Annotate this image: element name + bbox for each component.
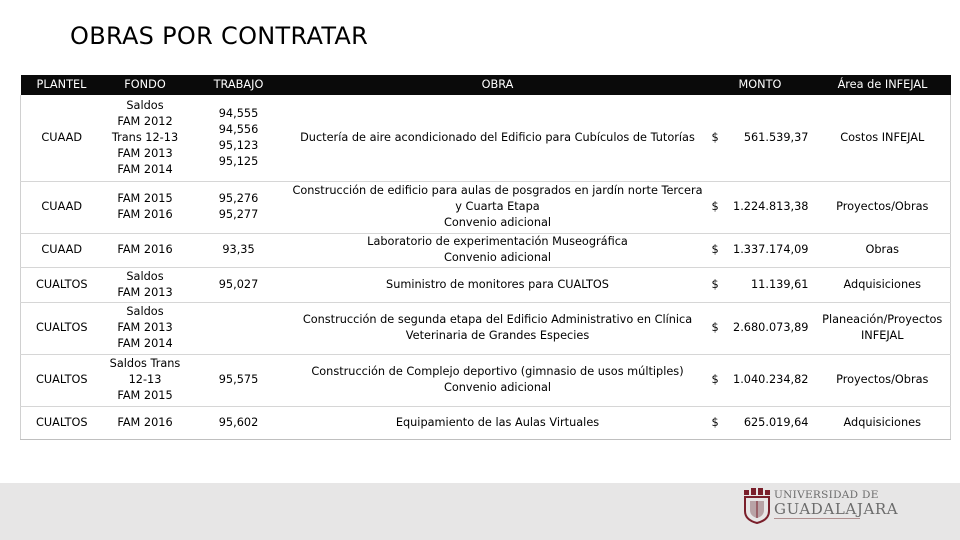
cell-trabajo: 95,575: [188, 354, 290, 406]
logo-divider: [774, 518, 860, 519]
currency-symbol: $: [711, 200, 719, 213]
cell-fondo: FAM 2016: [103, 406, 188, 439]
cell-trabajo: 95,602: [188, 406, 290, 439]
cell-trabajo: 95,276 95,277: [188, 181, 290, 233]
logo-text-line1: UNIVERSIDAD DE: [774, 489, 879, 501]
table-row: [21, 267, 951, 302]
cell-area: Adquisiciones: [815, 406, 951, 439]
amount-value: 2.680.073,89: [733, 321, 809, 334]
header-obra: OBRA: [290, 75, 706, 95]
cell-obra: Construcción de Complejo deportivo (gimnasio de usos múltiples) Convenio adicional: [290, 354, 706, 406]
cell-fondo: Saldos FAM 2012 Trans 12-13 FAM 2013 FAM 2014: [103, 95, 188, 181]
currency-symbol: $: [711, 243, 719, 256]
cell-obra: Equipamiento de las Aulas Virtuales: [290, 406, 706, 439]
currency-symbol: $: [711, 130, 719, 144]
cell-plantel: CUAAD: [21, 95, 103, 181]
cell-fondo: Saldos FAM 2013: [103, 267, 188, 302]
table-row: [21, 354, 951, 406]
cell-monto: [706, 233, 815, 267]
table-row: [21, 302, 951, 354]
logo-text-line2: GUADALAJARA: [774, 500, 899, 518]
cell-monto: [706, 406, 815, 439]
cell-monto: [706, 95, 815, 181]
cell-fondo: FAM 2015 FAM 2016: [103, 181, 188, 233]
cell-obra: Laboratorio de experimentación Museográfica Convenio adicional: [290, 233, 706, 267]
cell-obra: Construcción de edificio para aulas de posgrados en jardín norte Tercera y Cuarta Etapa Convenio adicional: [290, 181, 706, 233]
currency-symbol: $: [711, 415, 719, 429]
cell-area: Proyectos/Obras: [815, 354, 951, 406]
amount-value: 1.040.234,82: [733, 373, 809, 386]
cell-plantel: CUALTOS: [21, 354, 103, 406]
amount-value: 1.224.813,38: [733, 200, 809, 213]
header-monto: MONTO: [706, 75, 815, 95]
cell-plantel: CUAAD: [21, 181, 103, 233]
cell-area: Proyectos/Obras: [815, 181, 951, 233]
cell-monto: [706, 267, 815, 302]
cell-plantel: CUALTOS: [21, 406, 103, 439]
page-title: OBRAS POR CONTRATAR: [70, 22, 369, 50]
table-row: [21, 181, 951, 233]
amount-value: 1.337.174,09: [733, 243, 809, 256]
cell-area: Costos INFEJAL: [815, 95, 951, 181]
header-fondo: FONDO: [103, 75, 188, 95]
cell-plantel: CUALTOS: [21, 302, 103, 354]
table-row: [21, 95, 951, 181]
currency-symbol: $: [711, 321, 719, 334]
obras-table: [20, 75, 951, 440]
table-row: [21, 406, 951, 439]
cell-fondo: Saldos FAM 2013 FAM 2014: [103, 302, 188, 354]
header-plantel: PLANTEL: [21, 75, 103, 95]
cell-trabajo: 94,555 94,556 95,123 95,125: [188, 95, 290, 181]
table-row: [21, 233, 951, 267]
header-area: Área de INFEJAL: [815, 75, 951, 95]
cell-plantel: CUAAD: [21, 233, 103, 267]
cell-trabajo: [188, 302, 290, 354]
cell-area: Obras: [815, 233, 951, 267]
cell-fondo: Saldos Trans 12-13 FAM 2015: [103, 354, 188, 406]
cell-obra: Construcción de segunda etapa del Edificio Administrativo en Clínica Veterinaria de Grandes Especies: [290, 302, 706, 354]
cell-area: Planeación/Proyectos INFEJAL: [815, 302, 951, 354]
cell-monto: [706, 354, 815, 406]
university-logo: [740, 487, 899, 527]
cell-trabajo: 95,027: [188, 267, 290, 302]
currency-symbol: $: [711, 373, 719, 386]
amount-value: 561.539,37: [743, 130, 809, 144]
cell-monto: [706, 181, 815, 233]
cell-monto: [706, 302, 815, 354]
cell-plantel: CUALTOS: [21, 267, 103, 302]
amount-value: 11.139,61: [751, 277, 809, 291]
cell-area: Adquisiciones: [815, 267, 951, 302]
university-crest-icon: [740, 487, 774, 525]
header-trabajo: TRABAJO: [188, 75, 290, 95]
cell-fondo: FAM 2016: [103, 233, 188, 267]
cell-obra: Ductería de aire acondicionado del Edificio para Cubículos de Tutorías: [290, 95, 706, 181]
amount-value: 625.019,64: [743, 415, 809, 429]
cell-obra: Suministro de monitores para CUALTOS: [290, 267, 706, 302]
currency-symbol: $: [711, 277, 719, 291]
cell-trabajo: 93,35: [188, 233, 290, 267]
table-header-row: [21, 75, 951, 95]
